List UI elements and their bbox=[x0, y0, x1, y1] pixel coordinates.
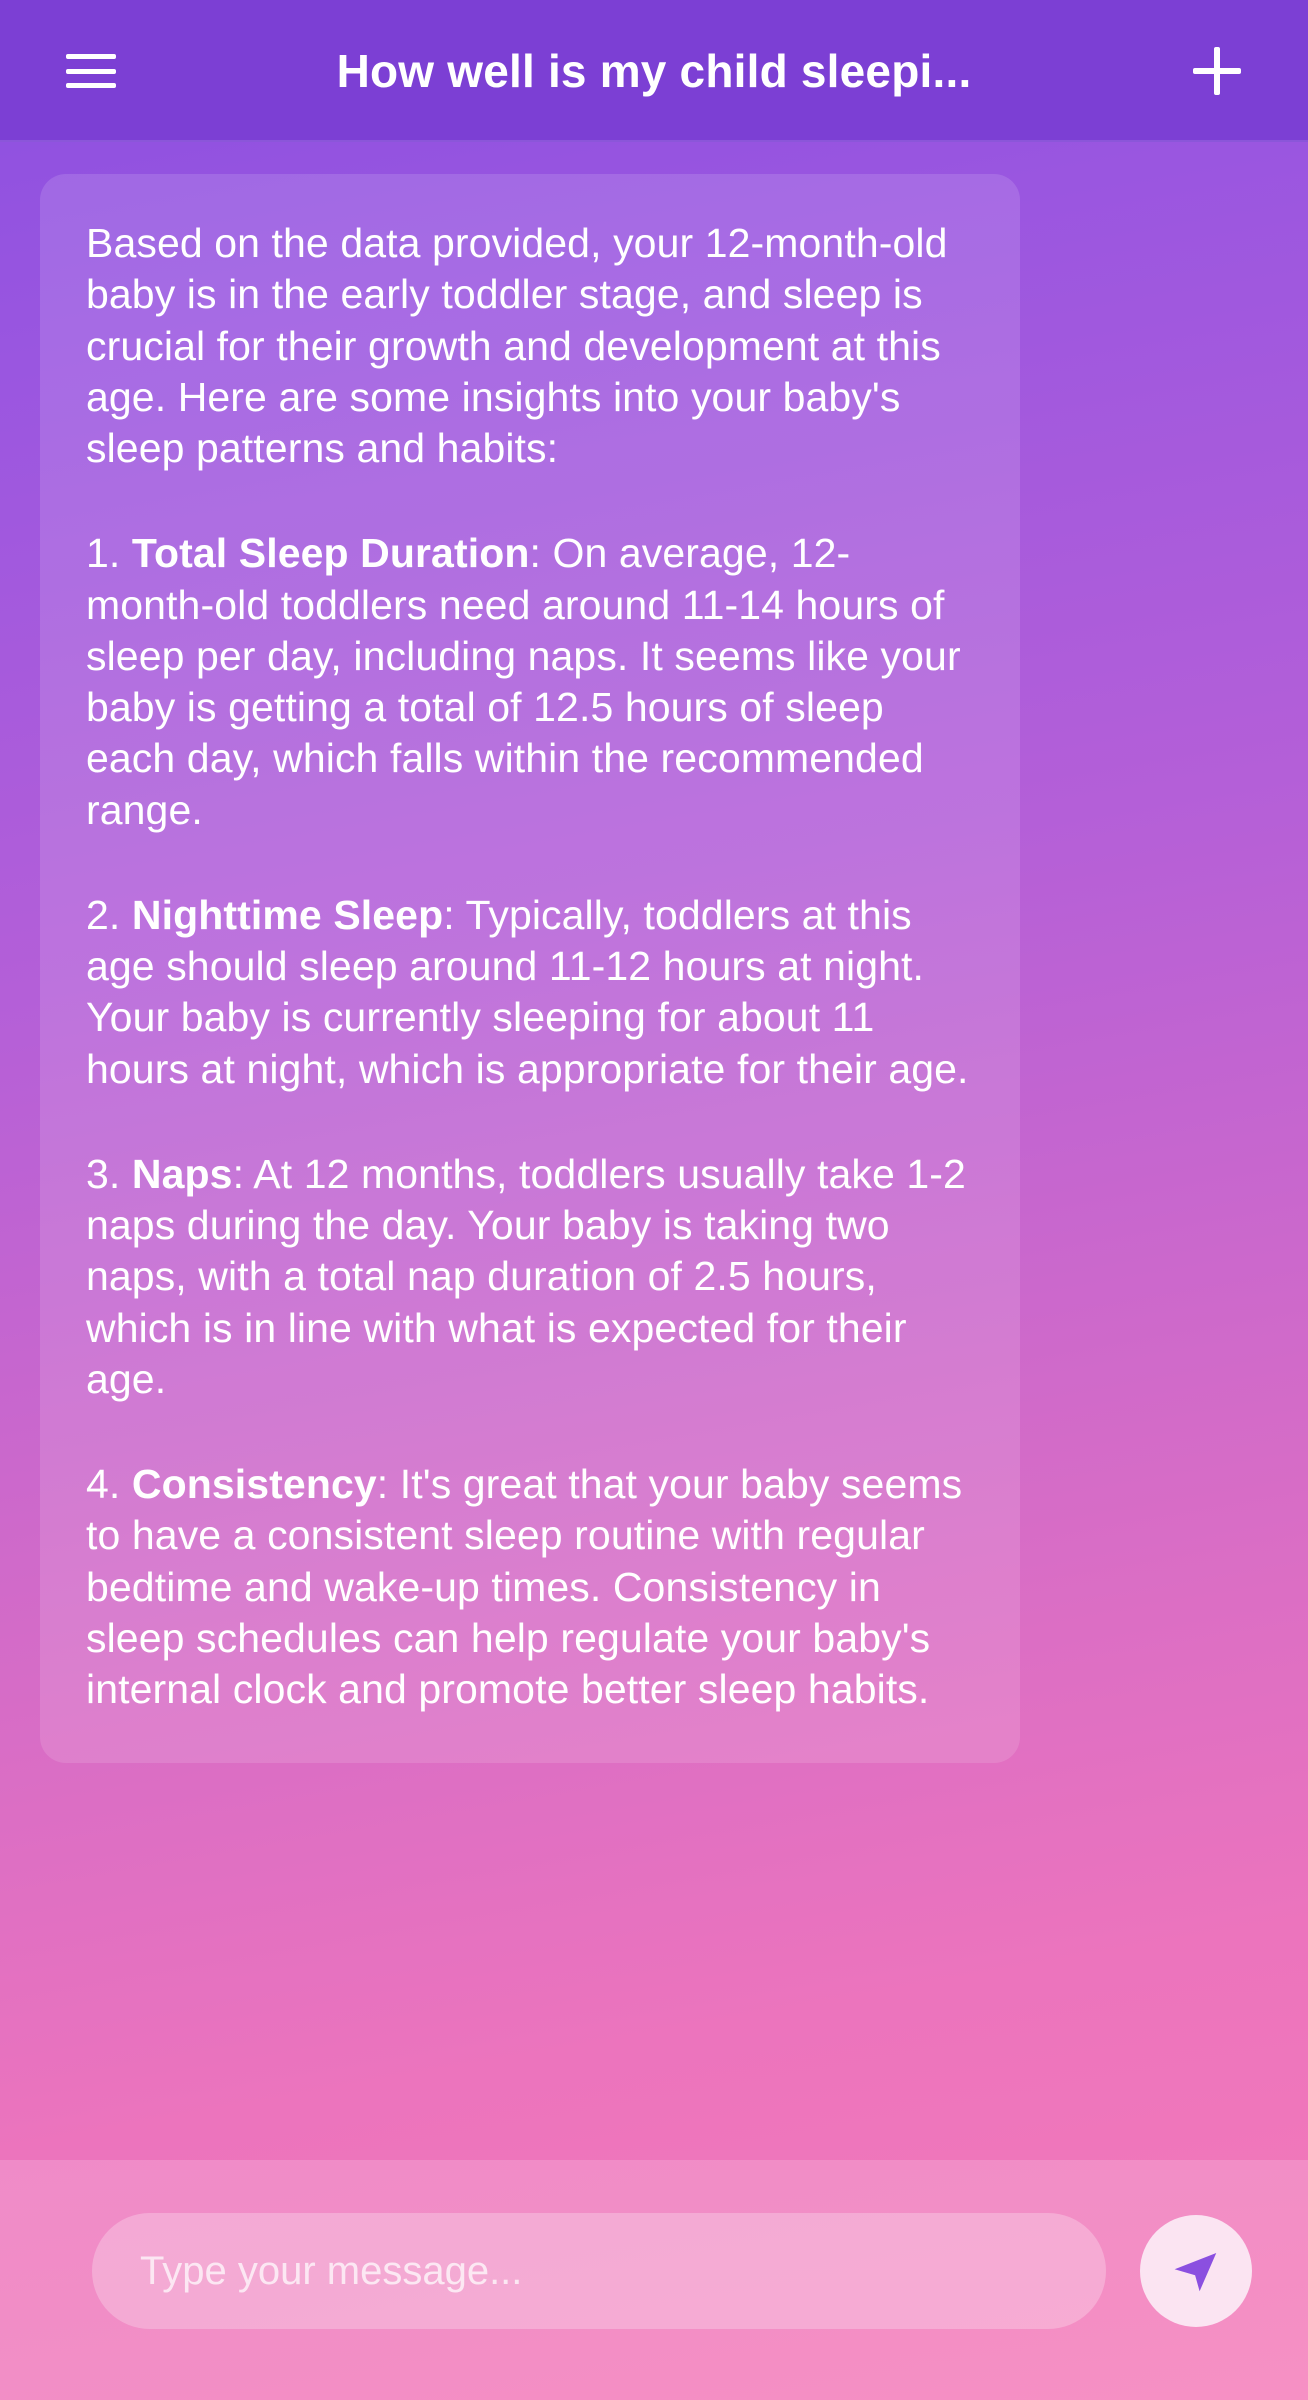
send-button[interactable] bbox=[1140, 2215, 1252, 2327]
message-paragraph-intro: Based on the data provided, your 12-month-old baby is in the early toddler stage, and sleep is crucial for their growth and development at this age. Here are some insights into your baby's sleep patterns and habits: bbox=[86, 220, 948, 471]
message-composer bbox=[0, 2160, 1308, 2400]
message-paragraph-4: 4. Consistency: It's great that your baby seems to have a consistent sleep routine with regular bedtime and wake-up times. Consistency in sleep schedules can help regulate your baby's internal clock and promote better sleep habits. bbox=[86, 1461, 963, 1712]
assistant-message-bubble bbox=[40, 174, 1020, 1763]
page-title: How well is my child sleepi... bbox=[336, 45, 972, 97]
message-paragraph-3: 3. Naps: At 12 months, toddlers usually take 1-2 naps during the day. Your baby is taking two naps, with a total nap duration of 2.5 hours, which is in line with what is expected for their age. bbox=[86, 1150, 966, 1402]
send-paper-plane-icon bbox=[1169, 2244, 1223, 2298]
plus-icon bbox=[1193, 47, 1241, 95]
new-chat-button[interactable] bbox=[1174, 28, 1260, 114]
chat-scroll-area[interactable] bbox=[0, 142, 1308, 2160]
message-paragraph-1: 1. Total Sleep Duration: On average, 12-month-old toddlers need around 11-14 hours of sleep per day, including naps. It seems like your baby is getting a total of 12.5 hours of sleep each day, which falls within the recommended range. bbox=[86, 530, 961, 833]
message-input[interactable] bbox=[92, 2213, 1106, 2329]
menu-button[interactable] bbox=[48, 28, 134, 114]
app-bar bbox=[0, 0, 1308, 142]
hamburger-menu-icon bbox=[66, 54, 116, 88]
message-paragraph-2: 2. Nighttime Sleep: Typically, toddlers at this age should sleep around 11-12 hours at night. Your baby is currently sleeping for about 11 hours at night, which is appropriate for their age. bbox=[86, 891, 969, 1092]
